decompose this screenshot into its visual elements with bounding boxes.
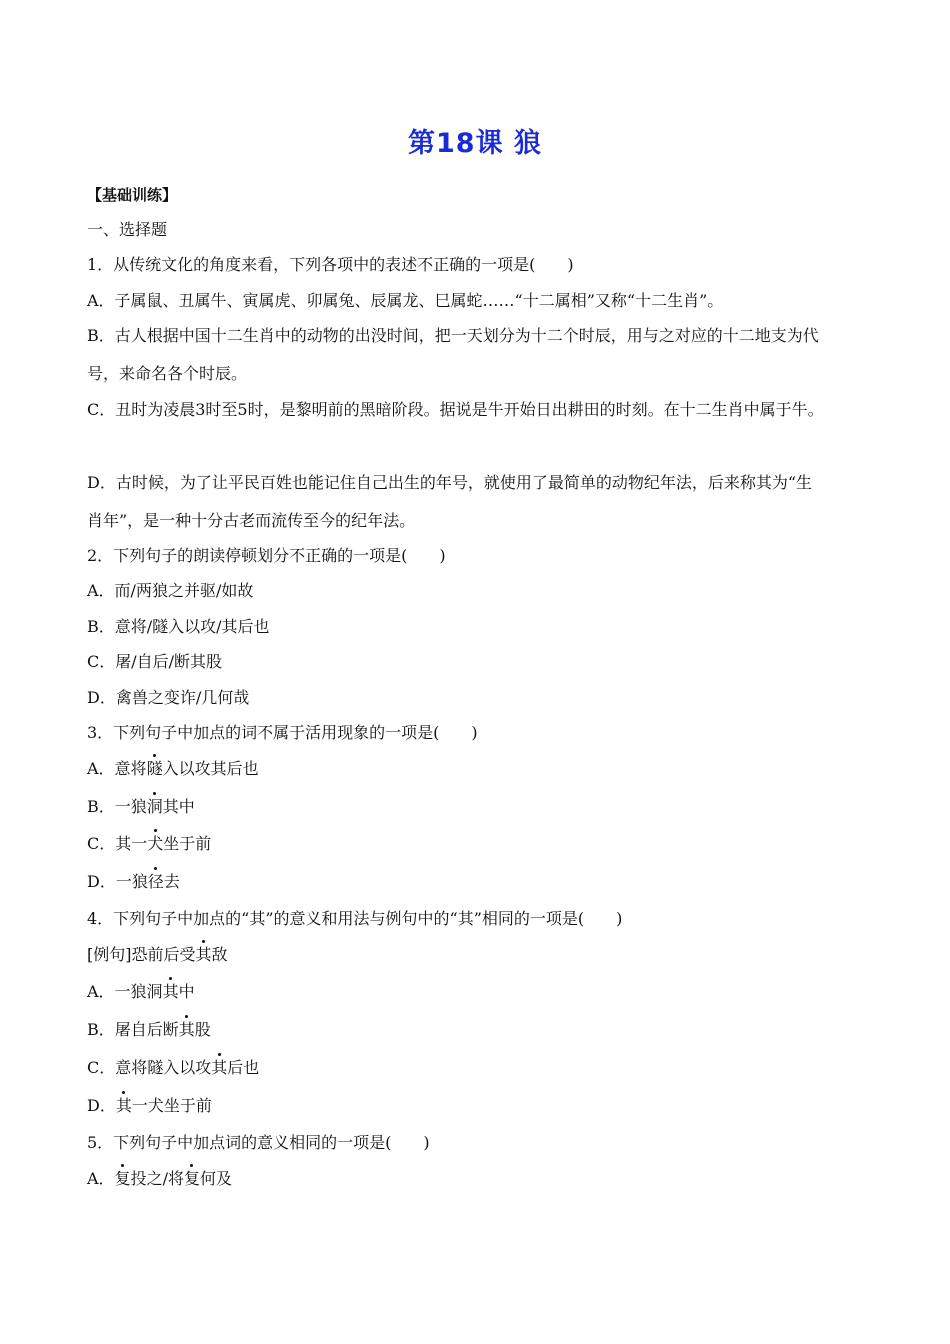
page-title: 第18课 狼 <box>408 128 542 159</box>
option-text: 投之/将 <box>130 1169 184 1188</box>
option-text: D．一狼 <box>87 872 148 891</box>
option-text: D． <box>87 1096 116 1115</box>
question-2-option-b: B．意将/隧入以攻/其后也 <box>87 617 270 636</box>
question-3-stem: 3．下列句子中加点的词不属于活用现象的一项是( ) <box>87 723 478 742</box>
question-1-option-c: C．丑时为凌晨3时至5时，是黎明前的黑暗阶段。据说是牛开始日出耕田的时刻。在十二生肖中属于牛。 <box>87 400 824 419</box>
dotted-word: 其 <box>178 1020 195 1039</box>
question-1-option-b-line2: 号，来命名各个时辰。 <box>87 364 248 383</box>
question-4-option-d <box>87 1095 212 1117</box>
question-4-example <box>87 944 228 966</box>
question-1-option-d-line1: D．古时候，为了让平民百姓也能记住自己出生的年号，就使用了最简单的动物纪年法，后来称其为“生 <box>87 473 813 492</box>
question-4-option-b <box>87 1019 211 1041</box>
question-3-option-d <box>87 871 180 893</box>
option-text: B．屠自后断 <box>87 1020 179 1039</box>
dotted-word: 其 <box>211 1058 228 1077</box>
dotted-word: 其 <box>115 1096 132 1115</box>
option-text: 坐于前 <box>163 834 212 853</box>
option-text: A．一狼洞 <box>87 982 163 1001</box>
option-text: 何及 <box>200 1169 233 1188</box>
part-heading: 一、选择题 <box>87 220 168 239</box>
dotted-word: 犬 <box>147 834 164 853</box>
dotted-word: 洞 <box>146 797 163 816</box>
option-text: A．意将 <box>87 759 147 778</box>
dotted-word: 径 <box>147 872 164 891</box>
question-2-option-c: C．屠/自后/断其股 <box>87 652 223 671</box>
option-text: 中 <box>178 982 195 1001</box>
option-text: 后也 <box>227 1058 260 1077</box>
question-4-option-a <box>87 981 195 1003</box>
option-text: 去 <box>163 872 180 891</box>
question-1-option-a: A．子属鼠、丑属牛、寅属虎、卯属兔、辰属龙、巳属蛇……“十二属相”又称“十二生肖”。 <box>87 291 724 310</box>
question-5-option-a <box>87 1168 232 1190</box>
section-heading: 【基础训练】 <box>87 186 178 204</box>
question-2-option-a: A．而/两狼之并驱/如故 <box>87 581 254 600</box>
option-text: 入以攻其后也 <box>162 759 259 778</box>
example-text: 敌 <box>211 945 228 964</box>
question-5-stem: 5．下列句子中加点词的意义相同的一项是( ) <box>87 1133 430 1152</box>
question-2-stem: 2．下列句子的朗读停顿划分不正确的一项是( ) <box>87 546 446 565</box>
question-3-option-b <box>87 796 195 818</box>
dotted-word: 其 <box>162 982 179 1001</box>
question-1-option-b-line1: B．古人根据中国十二生肖中的动物的出没时间，把一天划分为十二个时辰，用与之对应的十二地支为代 <box>87 326 819 345</box>
question-1-stem: 1．从传统文化的角度来看，下列各项中的表述不正确的一项是( ) <box>87 255 574 274</box>
option-text: C．其一 <box>87 834 148 853</box>
option-text: C．意将隧入以攻 <box>87 1058 212 1077</box>
question-3-option-c <box>87 833 211 855</box>
dotted-word: 复 <box>183 1169 200 1188</box>
option-text: A． <box>87 1169 115 1188</box>
option-text: 股 <box>194 1020 211 1039</box>
dotted-word: 复 <box>114 1169 131 1188</box>
question-1-option-d-line2: 肖年”，是一种十分古老而流传至今的纪年法。 <box>87 511 416 530</box>
option-text: 其中 <box>162 797 195 816</box>
option-text: B．一狼 <box>87 797 147 816</box>
example-text: [例句]恐前后受 <box>87 945 196 964</box>
question-3-option-a <box>87 758 259 780</box>
question-4-option-c <box>87 1057 259 1079</box>
dotted-word: 隧 <box>146 759 163 778</box>
question-4-stem: 4．下列句子中加点的“其”的意义和用法与例句中的“其”相同的一项是( ) <box>87 909 623 928</box>
dotted-word: 其 <box>195 945 212 964</box>
option-text: 一犬坐于前 <box>131 1096 212 1115</box>
question-2-option-d: D．禽兽之变诈/几何哉 <box>87 688 250 707</box>
